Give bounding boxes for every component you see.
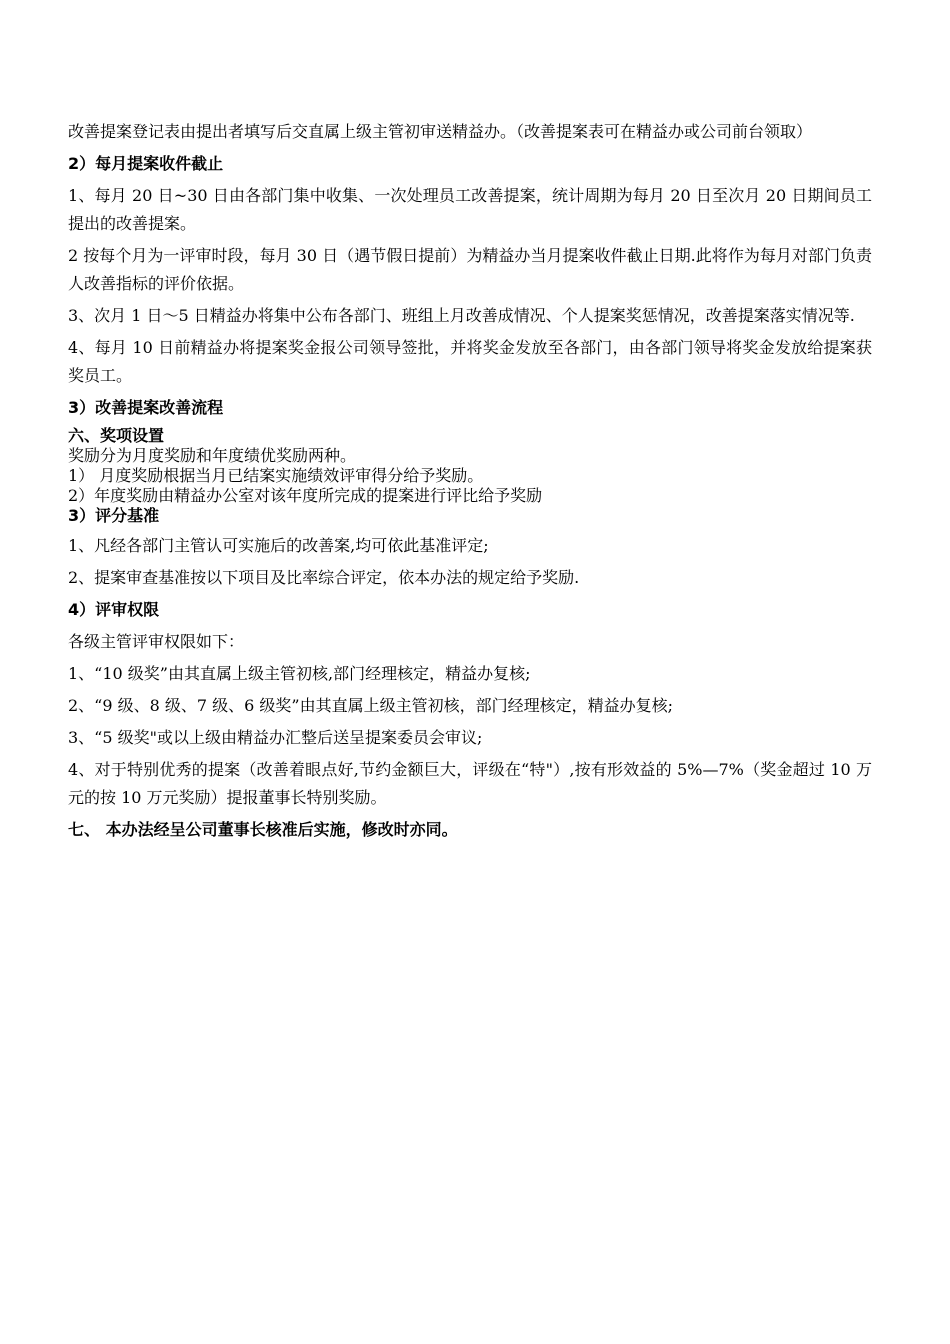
- authority-item: 2、“9 级、8 级、7 级、6 级奖”由其直属上级主管初核，部门经理核定，精益办复核;: [68, 696, 673, 715]
- awards-line: 2）年度奖励由精益办公室对该年度所完成的提案进行评比给予奖励: [68, 486, 543, 505]
- criteria-item: 1、凡经各部门主管认可实施后的改善案,均可依此基准评定;: [68, 536, 489, 555]
- authority-item: 4、对于特别优秀的提案（改善着眼点好,节约金额巨大，评级在“特"）,按有形效益的 5%—7%（奖金超过 10 万元的按 10 万元奖励）提报董事长特别奖励。: [68, 760, 872, 807]
- authority-item: 3、“5 级奖"或以上级由精益办汇整后送呈提案委员会审议;: [68, 728, 483, 747]
- monthly-deadline-item: 2 按每个月为一评审时段，每月 30 日（遇节假日提前）为精益办当月提案收件截止日期.此将作为每月对部门负责人改善指标的评价依据。: [68, 246, 872, 293]
- heading-improvement-flow: 3）改善提案改善流程: [68, 398, 224, 417]
- heading-review-authority: 4）评审权限: [68, 600, 160, 619]
- monthly-deadline-item: 1、每月 20 日~30 日由各部门集中收集、一次处理员工改善提案，统计周期为每月 20 日至次月 20 日期间员工提出的改善提案。: [68, 186, 872, 233]
- monthly-deadline-item: 3、次月 1 日～5 日精益办将集中公布各部门、班组上月改善成情况、个人提案奖惩情况，改善提案落实情况等.: [68, 306, 855, 325]
- authority-intro: 各级主管评审权限如下：: [68, 632, 245, 651]
- intro-paragraph: 改善提案登记表由提出者填写后交直属上级主管初审送精益办。（改善提案表可在精益办或公司前台领取）: [68, 122, 813, 141]
- heading-final-clause: 七、 本办法经呈公司董事长核准后实施，修改时亦同。: [68, 820, 458, 839]
- awards-section: [68, 426, 872, 526]
- document-page: [68, 118, 872, 848]
- awards-line: 1） 月度奖励根据当月已结案实施绩效评审得分给予奖励。: [68, 466, 484, 485]
- monthly-deadline-item: 4、每月 10 日前精益办将提案奖金报公司领导签批，并将奖金发放至各部门，由各部门领导将奖金发放给提案获奖员工。: [68, 338, 872, 385]
- awards-line: 奖励分为月度奖励和年度绩优奖励两种。: [68, 446, 357, 465]
- heading-monthly-deadline: 2）每月提案收件截止: [68, 154, 224, 173]
- criteria-item: 2、提案审查基准按以下项目及比率综合评定，依本办法的规定给予奖励.: [68, 568, 580, 587]
- heading-scoring-criteria: 3）评分基准: [68, 506, 160, 525]
- heading-award-settings: 六、奖项设置: [68, 426, 165, 445]
- authority-item: 1、“10 级奖”由其直属上级主管初核,部门经理核定，精益办复核;: [68, 664, 531, 683]
